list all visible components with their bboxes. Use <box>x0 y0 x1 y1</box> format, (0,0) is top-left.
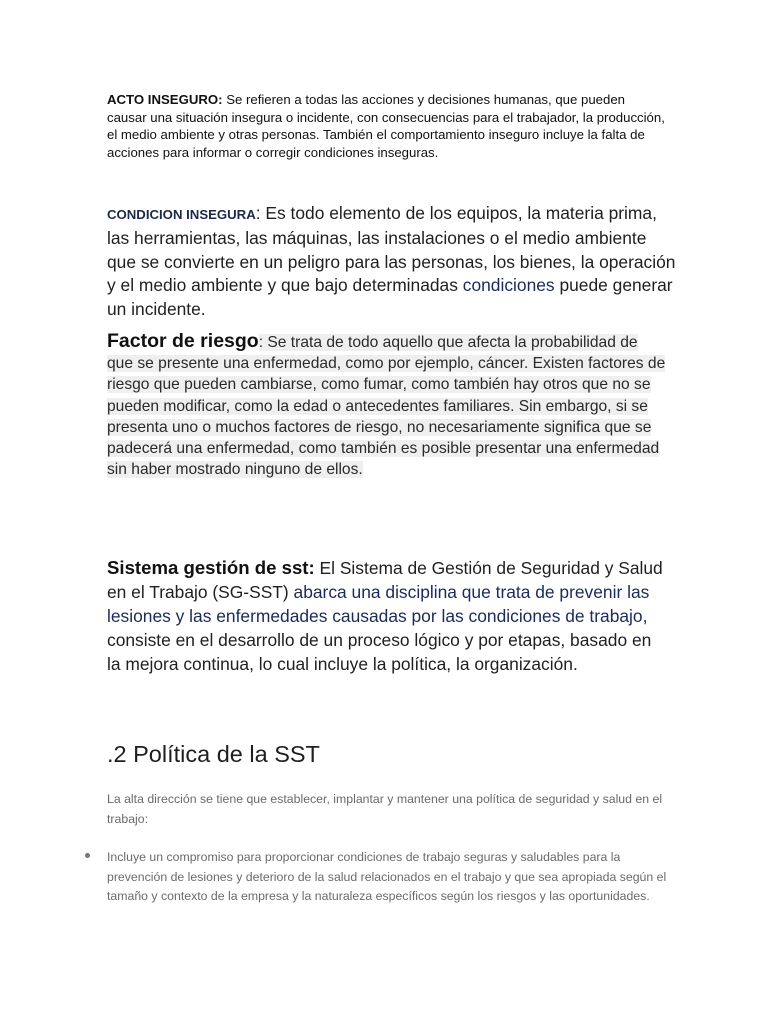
sistema-gestion-text-end: , consiste en el desarrollo de un proceso lógico y por etapas, basado en la mejora continua, lo cual incluye la política, la organización. <box>107 606 652 674</box>
sistema-gestion-term: Sistema gestión de sst: <box>107 557 315 578</box>
factor-de-riesgo-term: Factor de riesgo <box>107 330 259 352</box>
acto-inseguro-term: ACTO INSEGURO: <box>107 92 223 107</box>
condiciones-link[interactable]: condiciones <box>462 275 555 296</box>
politica-heading: .2 Política de la SST <box>107 741 320 767</box>
acto-inseguro-paragraph <box>107 91 667 161</box>
factor-de-riesgo-paragraph <box>107 331 667 480</box>
bullet-dot-icon <box>85 853 90 858</box>
politica-bullet-item: Incluye un compromiso para proporcionar condiciones de trabajo seguras y saludables para la prevención de lesiones y deterioro de la salud relacionados en el trabajo y que sea apropiada según el tamaño y contexto de la empresa y la naturaleza específicos según los riesgos y las oportunidades. <box>107 850 667 904</box>
politica-intro: La alta dirección se tiene que establecer, implantar y mantener una política de seguridad y salud en el trabajo: <box>107 792 663 826</box>
condicion-insegura-term: CONDICION INSEGURA <box>107 207 256 222</box>
condicion-insegura-text: Es todo elemento de los equipos, la materia prima, las herramientas, las máquinas, las instalaciones o el medio ambiente que se convierte en un peligro para las personas, los bienes, la operación y el medio ambiente y que bajo determinadas <box>107 203 676 296</box>
sistema-gestion-text: El Sistema de Gestión de Seguridad y Salud en el Trabajo (SG-SST) <box>107 558 663 602</box>
acto-inseguro-text: Se refieren a todas las acciones y decisiones humanas, que pueden causar una situación insegura o incidente, con consecuencias para el trabajador, la producción, el medio ambiente y otras personas. También el comportamiento inseguro incluye la falta de acciones para informar o corregir condiciones inseguras. <box>107 92 665 160</box>
factor-de-riesgo-text: : Se trata de todo aquello que afecta la probabilidad de que se presente una enfermedad, como por ejemplo, cáncer. Existen factores de riesgo que pueden cambiarse, como fumar, como también hay otros que no se pueden modificar, como la edad o antecedentes familiares. Sin embargo, si se presenta uno o muchos factores de riesgo, no necesariamente significa que se padecerá una enfermedad, como también es posible presentar una enfermedad sin haber mostrado ninguno de ellos. <box>107 334 666 479</box>
condicion-insegura-colon: : <box>255 203 261 223</box>
sistema-gestion-paragraph <box>107 556 667 676</box>
condicion-insegura-paragraph <box>107 202 677 322</box>
condicion-insegura-text-end: puede generar un incidente. <box>107 275 673 320</box>
disciplina-link[interactable]: abarca una disciplina que trata de prevenir las lesiones y las enfermedades causadas por las condiciones de trabajo <box>107 582 650 626</box>
